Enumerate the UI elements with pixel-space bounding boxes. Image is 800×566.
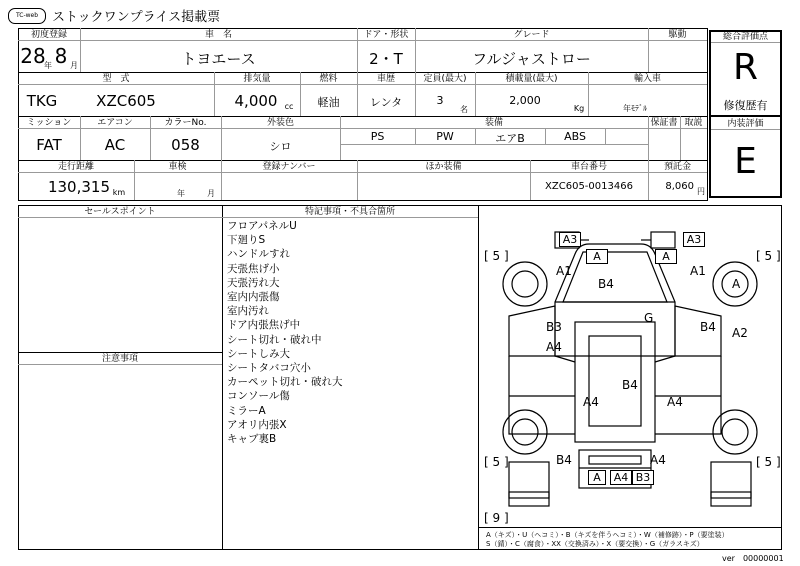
list-item: シートタバコ穴小: [227, 362, 311, 374]
equipment-ps: PS: [370, 130, 385, 143]
doors-value: 2・T: [369, 50, 403, 68]
equipment-pw: PW: [436, 130, 454, 143]
year-model-unit: 年ﾓﾃﾞﾙ: [623, 104, 647, 113]
mark-a-bottom: A: [588, 470, 606, 485]
label-exterior-color: 外装色: [266, 118, 294, 128]
aircon-value: AC: [104, 136, 126, 154]
mark-bracket5-tl: [ 5 ]: [484, 249, 509, 263]
mark-bracket9: [ 9 ]: [484, 511, 509, 525]
first-reg-year-unit: 年: [44, 61, 52, 70]
label-inspection: 車検: [168, 162, 187, 172]
legend-line-1: A（キズ）・U（ヘコミ）・B（キズを伴うヘコミ）・W（補修跡）・P（要塗装）: [486, 531, 729, 539]
label-fuel: 燃料: [319, 74, 338, 84]
label-manual: 取説: [684, 118, 703, 128]
interior-grade-value: E: [734, 141, 757, 182]
mark-b3: B3: [546, 320, 562, 334]
equipment-abs: ABS: [564, 130, 586, 143]
mark-a3-left: A3: [559, 232, 581, 247]
model-prefix: TKG: [26, 92, 58, 110]
label-other-equipment: ほか装備: [425, 162, 462, 172]
car-name: トヨエース: [181, 50, 256, 68]
model-value: XZC605: [96, 92, 156, 110]
inspection-month-unit: 月: [207, 189, 215, 198]
mark-a4-low-right: A4: [667, 395, 683, 409]
label-load: 積載量(最大): [505, 74, 558, 84]
mark-a4-bottom: A4: [610, 470, 632, 485]
mileage-value: 130,315: [47, 178, 110, 196]
label-aircon: エアコン: [97, 118, 133, 128]
label-reg-number: 登録ナンバー: [262, 162, 316, 172]
label-equipment: 装備: [484, 118, 503, 128]
mark-a-top-right: A: [655, 249, 677, 264]
list-item: シートしみ大: [227, 348, 290, 360]
mark-b4-right: B4: [700, 320, 716, 334]
page-title: ストックワンプライス掲載票: [52, 10, 221, 25]
label-import: 輸入車: [633, 74, 661, 84]
deposit-unit: 円: [697, 187, 705, 196]
legend-line-2: S（錆）・C（腐食）・XX（交換済み）・X（要交換）・G（ガラスキズ）: [486, 540, 704, 548]
inspection-year-unit: 年: [177, 189, 185, 198]
logo: TC-web: [8, 8, 46, 24]
fuel-value: 軽油: [317, 96, 340, 109]
label-doors: ドア・形状: [363, 30, 409, 40]
list-item: シート切れ・破れ中: [227, 334, 322, 346]
grade-value: フルジャストロー: [472, 50, 591, 68]
list-item: 室内汚れ: [227, 305, 269, 317]
label-capacity: 定員(最大): [423, 74, 467, 84]
label-caution: 注意事項: [101, 354, 138, 364]
mark-b4-center: B4: [622, 378, 638, 392]
label-notes: 特記事項・不具合箇所: [304, 207, 395, 217]
label-mileage: 走行距離: [57, 162, 94, 172]
first-reg-month: 8: [54, 44, 68, 68]
list-item: ハンドルすれ: [227, 248, 290, 260]
mark-a-top-left: A: [586, 249, 608, 264]
label-history: 車歴: [376, 74, 395, 84]
mark-bracket5-br: [ 5 ]: [756, 455, 781, 469]
displacement-value: 4,000: [234, 92, 278, 110]
first-reg-month-unit: 月: [70, 61, 78, 70]
mark-a2: A2: [732, 326, 748, 340]
label-warranty: 保証書: [650, 118, 678, 128]
label-first-reg: 初度登録: [30, 30, 67, 40]
label-car-name: 車 名: [204, 30, 232, 40]
list-item: カーペット切れ・破れ大: [227, 376, 343, 388]
list-item: 天張汚れ大: [227, 277, 280, 289]
history-value: レンタ: [369, 96, 403, 109]
mark-a4-low-left: A4: [583, 395, 599, 409]
mark-bracket5-bl: [ 5 ]: [484, 455, 509, 469]
version-label: ver 00000001: [722, 554, 784, 563]
mark-a1-right: A1: [690, 264, 706, 278]
mark-a3-right: A3: [683, 232, 705, 247]
label-color-no: カラーNo.: [164, 118, 207, 128]
mark-b4-bottom-left: B4: [556, 453, 572, 467]
mark-a1-left: A1: [556, 264, 572, 278]
label-displacement: 排気量: [243, 74, 271, 84]
list-item: 天張焦げ小: [227, 263, 280, 275]
capacity-unit: 名: [460, 105, 468, 114]
label-interior-grade: 内装評価: [727, 119, 764, 129]
label-mission: ミッション: [26, 118, 72, 128]
mission-value: FAT: [36, 136, 62, 154]
label-deposit: 預託金: [663, 162, 691, 172]
mark-a4-bottom-right: A4: [650, 453, 666, 467]
mark-a4-left: A4: [546, 340, 562, 354]
overall-grade-note: 修復歴有: [723, 99, 768, 112]
capacity-value: 3: [436, 94, 444, 107]
label-model: 型 式: [102, 74, 130, 84]
list-item: ドア内張焦げ中: [227, 319, 301, 331]
mark-b4-top: B4: [598, 277, 614, 291]
list-item: キャブ裏B: [227, 433, 277, 445]
deposit-value: 8,060: [665, 181, 694, 192]
label-drive: 駆動: [668, 30, 687, 40]
label-chassis-no: 車台番号: [570, 162, 607, 172]
load-unit: Kg: [573, 104, 585, 113]
color-value: シロ: [269, 140, 292, 153]
list-item: ミラーA: [227, 405, 266, 417]
first-reg-year: 28: [20, 44, 46, 68]
mark-a-right-door: A: [732, 277, 741, 291]
label-overall-grade: 総合評価点: [722, 32, 768, 42]
mileage-unit: km: [112, 188, 126, 197]
chassis-no-value: XZC605-0013466: [545, 181, 633, 192]
list-item: 室内内張傷: [227, 291, 280, 303]
label-sales-point: セールスポイント: [84, 207, 156, 217]
list-item: コンソール傷: [227, 390, 290, 402]
label-grade: グレード: [513, 30, 550, 40]
load-value: 2,000: [509, 94, 541, 107]
list-item: アオリ内張X: [227, 419, 287, 431]
mark-g: G: [644, 311, 654, 325]
mark-bracket5-tr: [ 5 ]: [756, 249, 781, 263]
overall-grade-value: R: [732, 47, 758, 88]
equipment-airbag: エアB: [495, 132, 525, 145]
list-item: 下廻りS: [227, 234, 266, 246]
mark-b3-bottom: B3: [632, 470, 654, 485]
color-no-value: 058: [171, 136, 200, 154]
displacement-unit: cc: [284, 102, 294, 111]
list-item: フロアパネルU: [227, 220, 297, 232]
